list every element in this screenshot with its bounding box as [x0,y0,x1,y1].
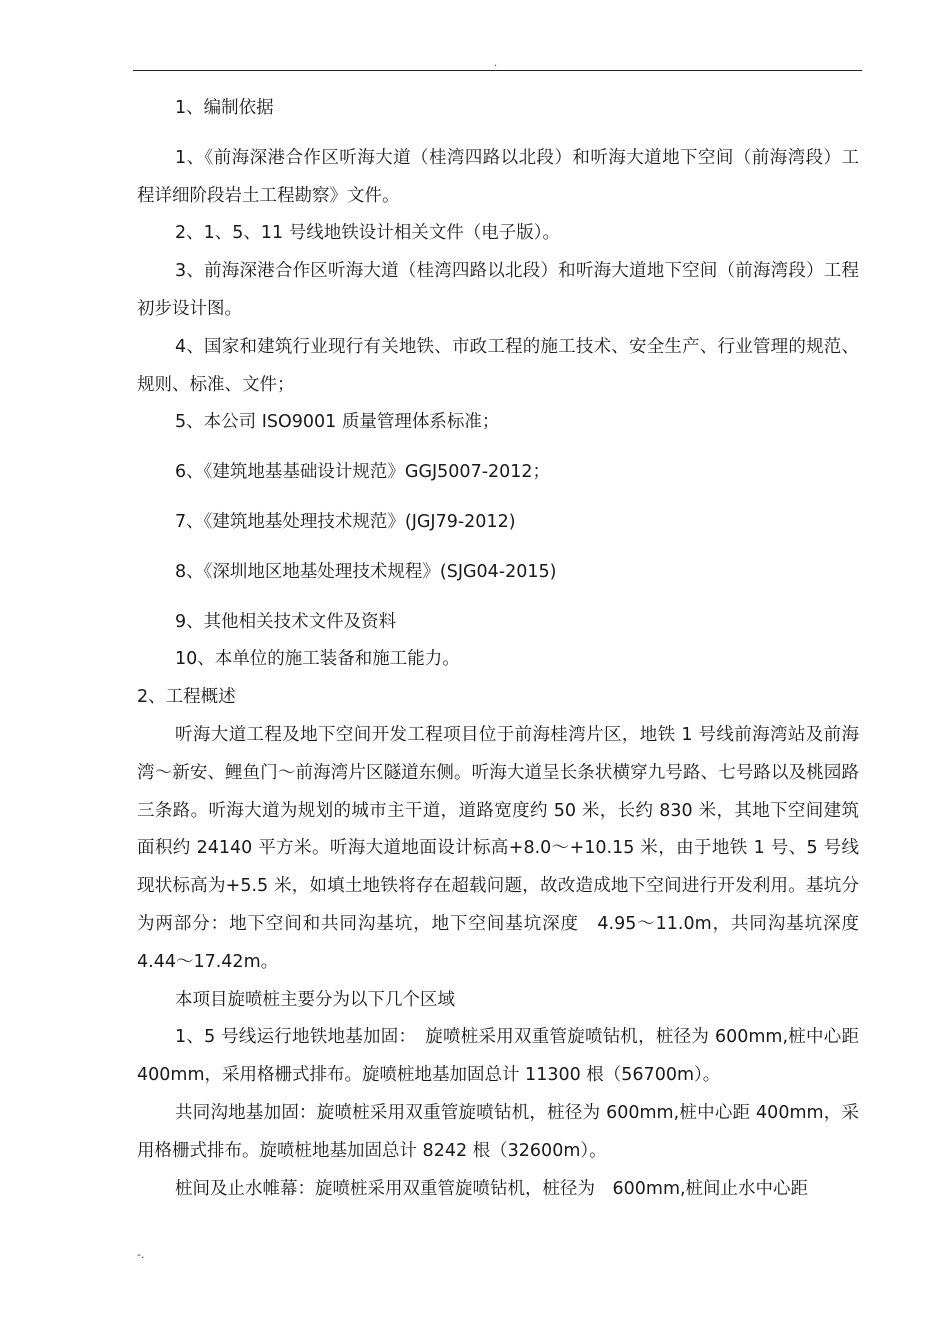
basis-item-3: 3、前海深港合作区听海大道（桂湾四路以北段）和听海大道地下空间（前海湾段）工程初步设计图。 [137,261,859,319]
basis-item-6: 6、《建筑地基基础设计规范》GGJ5007-2012； [175,462,551,483]
basis-item-7: 7、《建筑地基处理技术规范》(JGJ79-2012) [175,511,516,532]
basis-item-5: 5、本公司 ISO9001 质量管理体系标准； [175,412,500,433]
basis-item-10: 10、本单位的施工装备和施工能力。 [175,649,460,670]
zone-paragraph-3: 桩间及止水帷幕：旋喷桩采用双重管旋喷钻机，桩径为 600mm,桩间止水中心距 [175,1178,809,1199]
zone-paragraph-2: 共同沟地基加固：旋喷桩采用双重管旋喷钻机，桩径为 600mm,桩中心距 400mm，采用格栅式排布。旋喷桩地基加固总计 8242 根（32600m）。 [137,1102,859,1161]
basis-item-2: 2、1、5、11 号线地铁设计相关文件（电子版）。 [175,223,560,244]
header-rule [133,70,862,71]
basis-item-8: 8、《深圳地区地基处理技术规程》(SJG04-2015) [175,561,557,582]
basis-item-1: 1、《前海深港合作区听海大道（桂湾四路以北段）和听海大道地下空间（前海湾段）工程详细阶段岩土工程勘察》文件。 [137,147,859,206]
header-mark: . [494,58,498,69]
zones-intro: 本项目旋喷桩主要分为以下几个区域 [175,989,455,1010]
overview-paragraph: 听海大道工程及地下空间开发工程项目位于前海桂湾片区，地铁 1 号线前海湾站及前海湾～新安、鲤鱼门～前海湾片区隧道东侧。听海大道呈长条状横穿九号路、七号路以及桃园路三条路。听海大道为规划的城市主干道，道路宽度约 50 米，长约 830 米，其地下空间建筑面积约 24140 平方米。听海大道地面设计标高+8.0～+10.15 米，由于地铁 1 号、5 号线现状标高为+5.5 米，如填土地铁将存在超载问题，故改造成地下空间进行开发利用。基坑分为两部分：地下空间和共同沟基坑，地下空间基坑深度 4.95～11.0m，共同沟基坑深度 4.44～17.42m。 [137,724,859,972]
zone-paragraph-1: 1、5 号线运行地铁地基加固： 旋喷桩采用双重管旋喷钻机，桩径为 600mm,桩中心距 400mm，采用格栅式排布。旋喷桩地基加固总计 11300 根（56700m）。 [137,1027,859,1086]
section-heading-overview: 2、工程概述 [137,687,236,708]
footer-mark: -. [137,1248,145,1261]
basis-item-9: 9、其他相关技术文件及资料 [175,611,397,632]
basis-item-4: 4、国家和建筑行业现行有关地铁、市政工程的施工技术、安全生产、行业管理的规范、规则、标准、文件； [137,336,859,395]
section-heading-basis: 1、编制依据 [175,98,274,118]
document-body [137,90,859,1208]
